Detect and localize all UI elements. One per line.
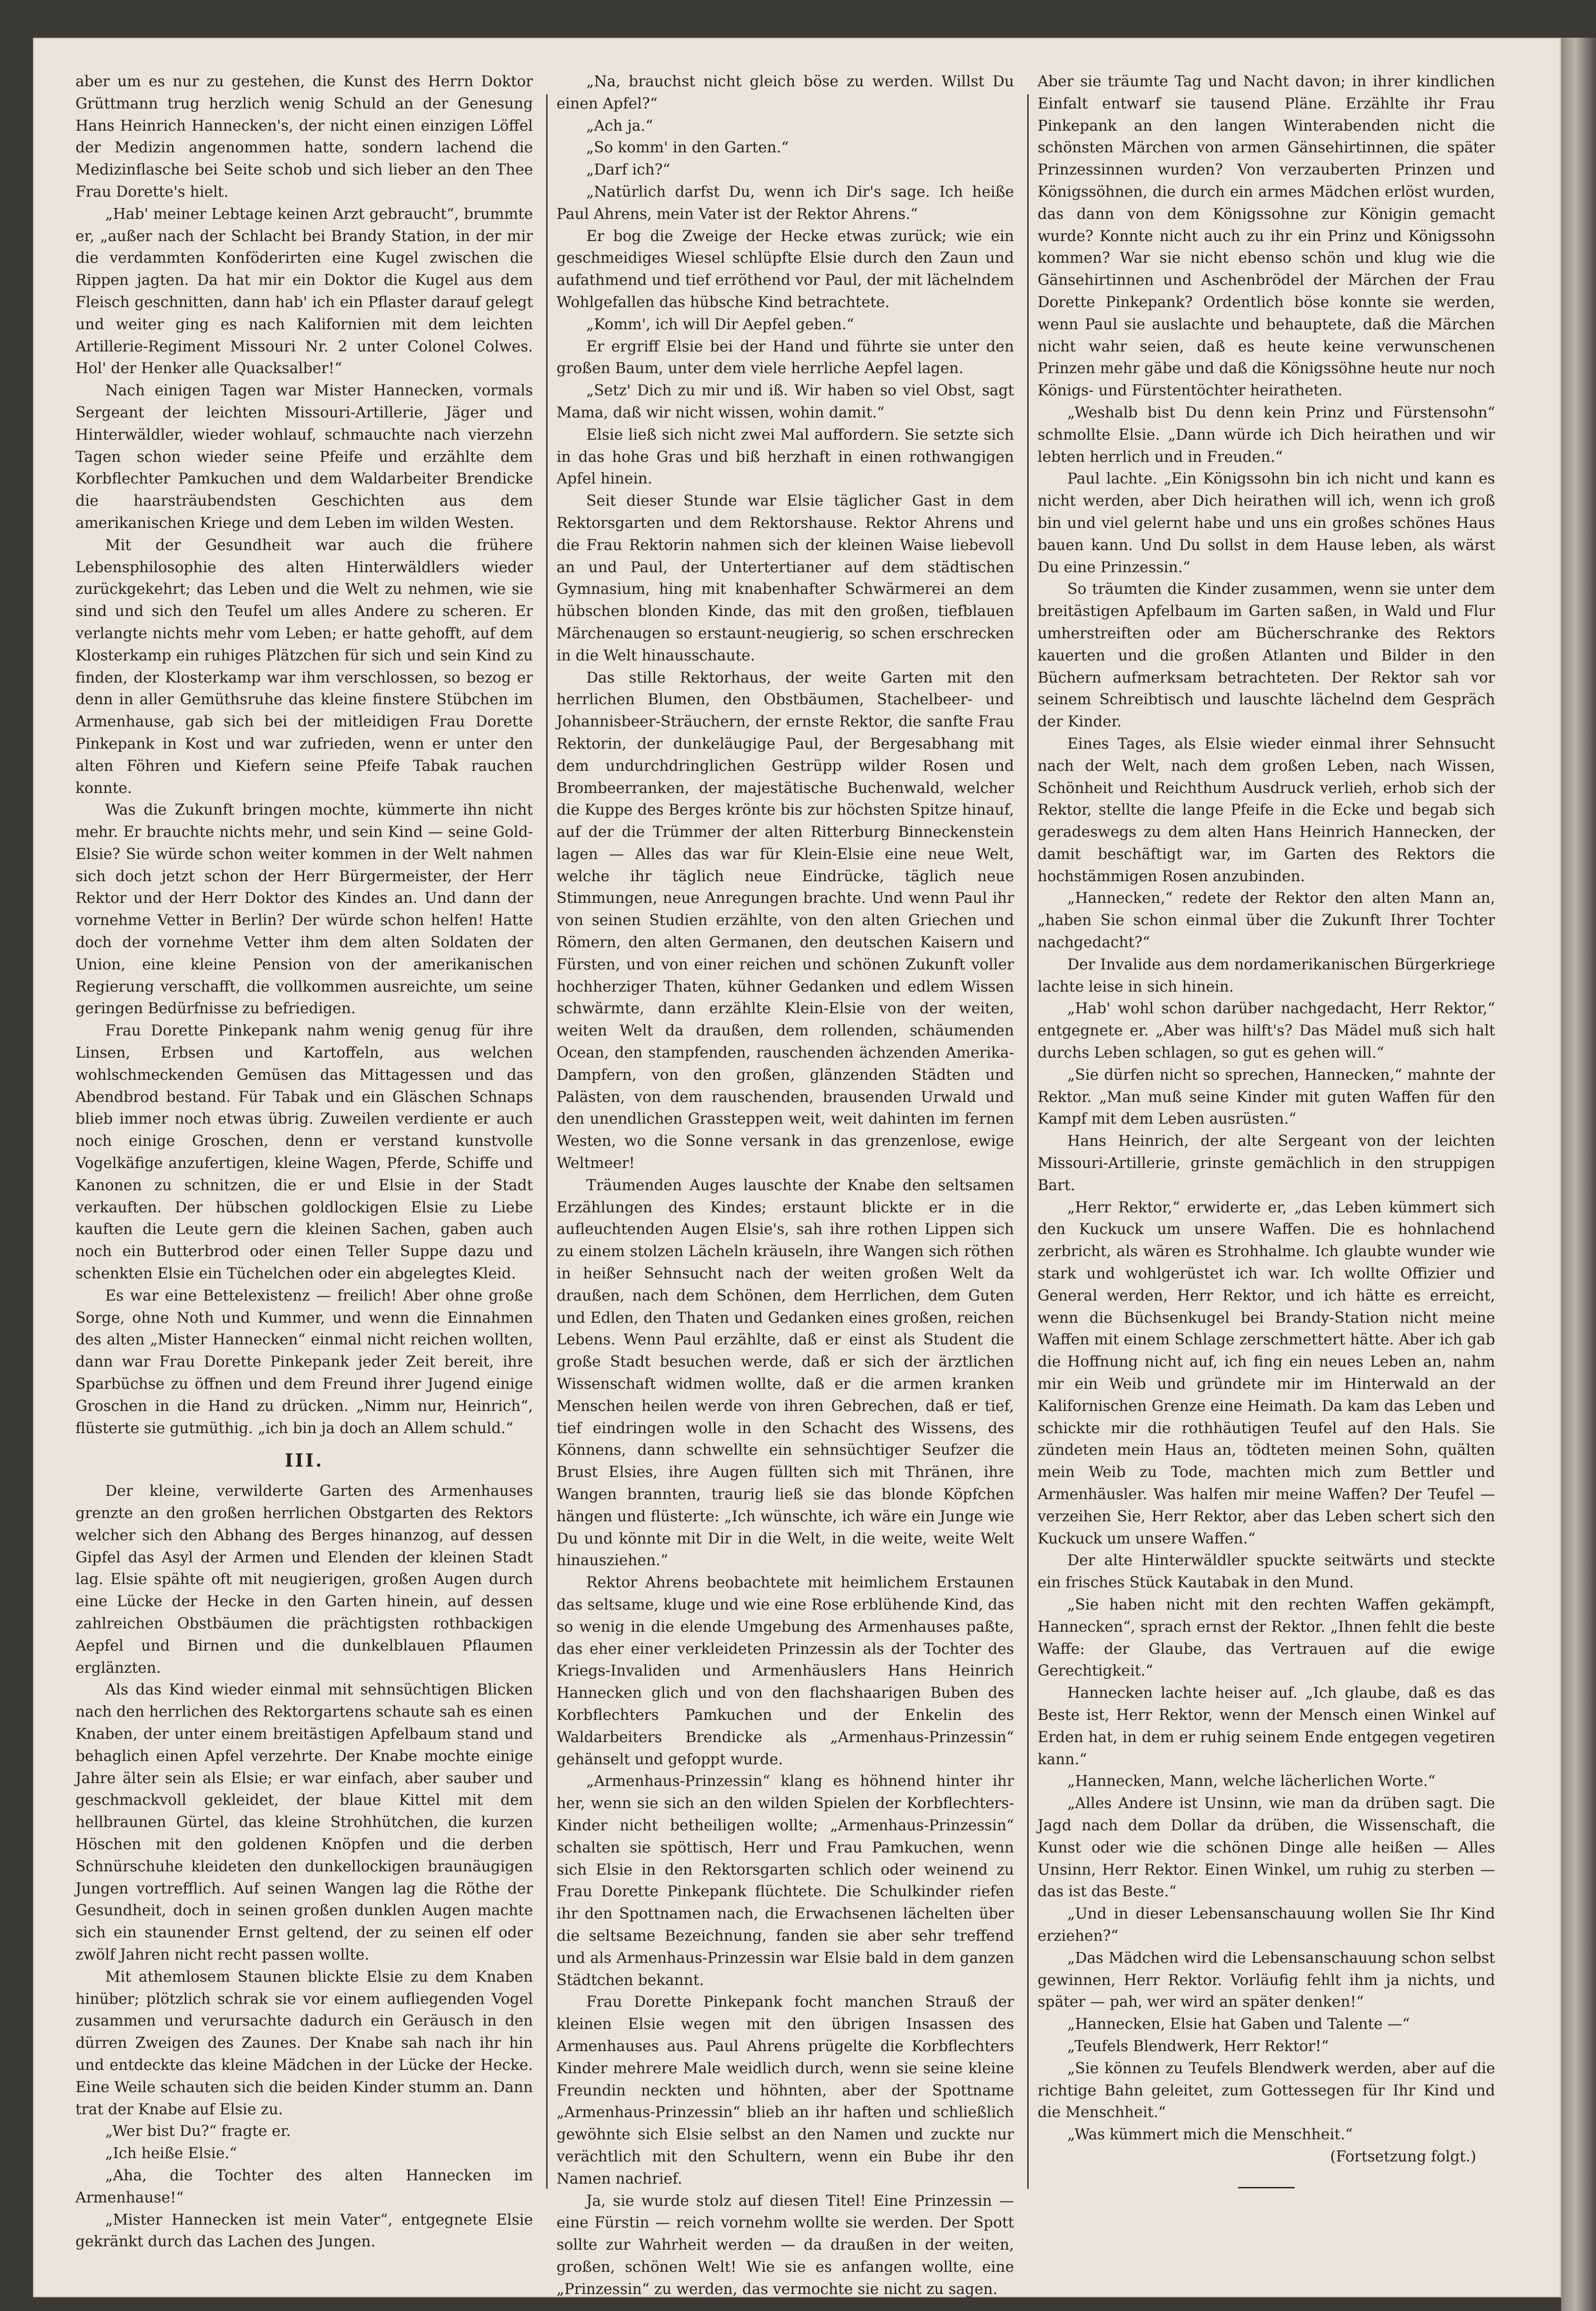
column-rule-2 — [1027, 94, 1029, 2189]
paragraph: Mit athemlosem Staunen blickte Elsie zu dem Knaben hinüber; plötzlich schrak sie vor einem aufliegenden Vogel zusammen und verursachte dadurch ein Geräusch in den dürren Zweigen des Zaunes. Der Knabe sah nach ihr hin und entdeckte das kleine Mädchen in der Lücke der Hecke. Eine Weile schauten sich die beiden Kinder stumm an. Dann trat der Knabe auf Elsie zu. — [75, 1968, 533, 2118]
paragraph: Als das Kind wieder einmal mit sehnsüchtigen Blicken nach den herrlichen des Rektorgartens schaute sah es einen Knaben, der unter einem breitästigen Apfelbaum stand und behaglich einen Apfel verzehrte. Der Knabe mochte einige Jahre älter sein als Elsie; er war einfach, aber sauber und geschmackvoll gekleidet, der blaue Kittel mit dem hellbraunen Gürtel, das kleine Strohhütchen, die kurzen Höschen mit den goldenen Knöpfen und die derben Schnürschuhe kleideten den dunkellockigen braunäugigen Jungen vortrefflich. Auf seinen Wangen lag die Röthe der Gesundheit, doch in seinen großen dunklen Augen machte sich ein staunender Ernst geltend, der zu seinen elf oder zwölf Jahren nicht recht passen wollte. — [75, 1681, 533, 1963]
paragraph: „Und in dieser Lebensanschauung wollen Sie Ihr Kind erziehen?“ — [1038, 1905, 1495, 1944]
paragraph: „Komm', ich will Dir Aepfel geben.“ — [586, 316, 854, 333]
paragraph: Hans Heinrich, der alte Sergeant von der leichten Missouri-Artillerie, grinste gemächlich in den struppigen Bart. — [1038, 1133, 1495, 1194]
paragraph: „Setz' Dich zu mir und iß. Wir haben so viel Obst, sagt Mama, daß wir nicht wissen, wohin damit.“ — [557, 382, 1014, 421]
paragraph: „Darf ich?“ — [586, 161, 671, 179]
paragraph: „So komm' in den Garten.“ — [586, 139, 789, 157]
column-3 — [1038, 71, 1495, 2222]
paragraph: „Hab' wohl schon darüber nachgedacht, Herr Rektor,“ entgegnete er. „Aber was hilft's? Das Mädel muß sich halt durchs Leben schlagen, so gut es gehen will.“ — [1038, 1000, 1495, 1062]
column-rule-1 — [546, 94, 548, 2189]
column-2 — [557, 71, 1014, 2298]
paragraph: „Aha, die Tochter des alten Hannecken im Armenhause!“ — [75, 2167, 533, 2206]
paragraph: Das stille Rektorhaus, der weite Garten mit den herrlichen Blumen, den Obstbäumen, Stachelbeer- und Johannisbeer-Sträuchern, der ernste Rektor, die sanfte Frau Rektorin, der dunkeläugige Paul, der Bergesabhang mit dem undurchdringlichen Gestrüpp wilder Rosen und Brombeerranken, der majestätische Buchenwald, welcher die Kuppe des Berges krönte bis zur höchsten Spitze hinauf, auf der die Trümmer der alten Ritterburg Binneckenstein lagen — Alles das war für Klein-Elsie eine neue Welt, welche ihr täglich neue Eindrücke, täglich neue Stimmungen, neue Anregungen brachte. Und wenn Paul ihr von seinen Studien erzählte, von den alten Griechen und Römern, den alten Germanen, den deutschen Kaisern und Fürsten, und von einer reichen und schönen Zukunft voller hochherziger Thaten, kühner Gedanken und edlem Wissen schwärmte, dann erzählte Klein-Elsie von der weiten, weiten Welt da draußen, dem rollenden, schäumenden Ocean, den stampfenden, rauschenden ächzenden Amerika-Dampfern, von den großen, glänzenden Städten und Palästen, von dem rauschenden, brausenden Urwald und den unendlichen Grassteppen weit, weit dahinten im fernen Westen, wo die Sonne versank in das grenzenlose, ewige Weltmeer! — [557, 669, 1014, 1172]
paragraph: „Wer bist Du?“ fragte er. — [105, 2123, 291, 2140]
paragraph: „Hannecken,“ redete der Rektor den alten Mann an, „haben Sie schon einmal über die Zukunft Ihrer Tochter nachgedacht?“ — [1038, 890, 1495, 951]
end-rule — [1238, 2187, 1295, 2188]
paragraph: „Armenhaus-Prinzessin“ klang es höhnend hinter ihr her, wenn sie sich an den wilden Spielen der Korbflechters-Kinder nicht betheiligen wollte; „Armenhaus-Prinzessin“ schalten sie spöttisch, Herr und Frau Pamkuchen, wenn sich Elsie in den Rektorsgarten schlich oder weinend zu Frau Dorette Pinkepank flüchtete. Die Schulkinder riefen ihr den Spottnamen nach, die Erwachsenen lächelten über die seltsame Bezeichnung, fanden sie aber sehr treffend und als Armenhaus-Prinzessin war Elsie bald in dem ganzen Städtchen bekannt. — [557, 1773, 1014, 1989]
paragraph: Seit dieser Stunde war Elsie täglicher Gast in dem Rektorsgarten und dem Rektorshause. Rektor Ahrens und die Frau Rektorin nahmen sich der kleinen Waise liebevoll an und Paul, der Untertertianer auf dem städtischen Gymnasium, hing mit knabenhafter Schwärmerei an dem hübschen blonden Kinde, das mit den großen, tiefblauen Märchenaugen so erstaunt-neugierig, so schen erschrecken in die Welt hinausschaute. — [557, 492, 1014, 664]
paragraph: Was die Zukunft bringen mochte, kümmerte ihn nicht mehr. Er brauchte nichts mehr, und sein Kind — seine Gold-Elsie? Sie würde schon weiter kommen in der Welt nahmen sich doch jetzt schon der Herr Bürgermeister, der Herr Rektor und der Herr Doktor des Kindes an. Und dann der vornehme Vetter in Berlin? Der würde schon helfen! Hatte doch der vornehme Vetter ihm dem alten Soldaten der Union, eine kleine Pension von der amerikanischen Regierung verschafft, die vollkommen ausreichte, um seine geringen Bedürfnisse zu befriedigen. — [75, 801, 533, 1018]
paragraph: „Herr Rektor,“ erwiderte er, „das Leben kümmert sich den Kuckuck um unsere Waffen. Die es hohnlachend zerbricht, als wären es Strohhalme. Ich glaubte wunder wie stark und wohlgerüstet ich war. Ich wollte Offizier und General werden, Herr Rektor, und ich hätte es erreicht, wenn die Büchsenkugel bei Brandy-Station nicht meine Waffen mit einem Schlage zerschmettert hätte. Aber ich gab die Hoffnung nicht auf, ich fing ein neues Leben an, nahm mir ein Weib und gründete mir im Hinterwald an der Kalifornischen Grenze eine Heimath. Da kam das Leben und schickte mir die rothhäutigen Teufel auf den Hals. Sie zündeten mein Haus an, tödteten meinen Sohn, quälten mein Weib zu Tode, machten mich zum Bettler und Armenhäusler. Was halfen mir meine Waffen? Der Teufel — verzeihen Sie, Herr Rektor, aber das Leben schert sich den Kuckuck um unsere Waffen.“ — [1038, 1199, 1495, 1547]
paragraph: „Ach ja.“ — [586, 117, 653, 134]
chapter-heading: III. — [284, 1450, 324, 1471]
paragraph: „Sie können zu Teufels Blendwerk werden, aber auf die richtige Bahn geleitet, zum Gottessegen für Ihr Kind und die Menschheit.“ — [1038, 2060, 1495, 2121]
paragraph: Es war eine Bettelexistenz — freilich! Aber ohne große Sorge, ohne Noth und Kummer, und wenn die Einnahmen des alten „Mister Hannecken“ einmal nicht reichen wollten, dann war Frau Dorette Pinkepank jeder Zeit bereit, ihre Sparbüchse zu öffnen und dem Freund ihrer Jugend einige Groschen in die Hand zu drücken. „Nimm nur, Heinrich“, flüsterte sie gutmüthig. „ich bin ja doch an Allem schuld.“ — [75, 1287, 533, 1437]
continuation-note: (Fortsetzung folgt.) — [1330, 2148, 1476, 2165]
paragraph: „Ich heiße Elsie.“ — [105, 2145, 237, 2162]
paragraph: „Teufels Blendwerk, Herr Rektor!“ — [1067, 2037, 1329, 2055]
paragraph: Er ergriff Elsie bei der Hand und führte sie unter den großen Baum, unter dem viele herrliche Aepfel lagen. — [557, 338, 1014, 377]
paragraph: Rektor Ahrens beobachtete mit heimlichem Erstaunen das seltsame, kluge und wie eine Rose erblühende Kind, das so wenig in die elende Umgebung des Armenhauses paßte, das eher einer verkleideten Prinzessin als der Tochter des Kriegs-Invaliden und Armenhäuslers Hans Heinrich Hannecken glich und von den flachshaarigen Buben des Korbflechters Pamkuchen und der Enkelin des Waldarbeiters Brendicke als „Armenhaus-Prinzessin“ gehänselt und gefoppt wurde. — [557, 1574, 1014, 1768]
paragraph: „Was kümmert mich die Menschheit.“ — [1067, 2126, 1353, 2144]
paragraph: Er bog die Zweige der Hecke etwas zurück; wie ein geschmeidiges Wiesel schlüpfte Elsie durch den Zaun und aufathmend und tief erröthend vor Paul, der mit lächelndem Wohlgefallen das hübsche Kind betrachtete. — [557, 227, 1014, 311]
column-1 — [75, 71, 533, 2251]
paragraph: Hannecken lachte heiser auf. „Ich glaube, daß es das Beste ist, Herr Rektor, wenn der Mensch einen Winkel auf Erden hat, in dem er ruhig seinem Ende entgegen vegetiren kann.“ — [1038, 1685, 1495, 1768]
page-edge — [1561, 38, 1596, 2311]
paragraph: „Weshalb bist Du denn kein Prinz und Fürstensohn“ schmollte Elsie. „Dann würde ich Dich heirathen und wir lebten herrlich und in Freuden.“ — [1038, 404, 1495, 466]
paragraph: Der alte Hinterwäldler spuckte seitwärts und steckte ein frisches Stück Kautabak in den Mund. — [1038, 1552, 1495, 1592]
paragraph: Frau Dorette Pinkepank nahm wenig genug für ihre Linsen, Erbsen und Kartoffeln, aus welchen wohlschmeckenden Gemüsen das Mittagessen und das Abendbrod bestand. Für Tabak und ein Gläschen Schnaps blieb immer noch etwas übrig. Zuweilen verdiente er auch noch einige Groschen, denn er verstand kunstvolle Vogelkäfige anzufertigen, kleine Wagen, Pferde, Schiffe und Kanonen zu schnitzen, die er und Elsie in der Stadt verkauften. Der hübschen goldlockigen Elsie zu Liebe kauften die Leute gern die kleinen Sachen, gaben auch noch ein Butterbrod oder einen Teller Suppe dazu und schenkten Elsie ein Tüchelchen oder ein abgelegtes Kleid. — [75, 1022, 533, 1283]
paragraph: Ja, sie wurde stolz auf diesen Titel! Eine Prinzessin — eine Fürstin — reich vornehm wollte sie werden. Der Spott sollte zur Wahrheit werden — da draußen in der weiten, großen, schönen Welt! Wie sie es anfangen wollte, eine „Prinzessin“ zu werden, das vermochte sie nicht zu sagen. — [557, 2192, 1014, 2298]
paragraph: „Das Mädchen wird die Lebensanschauung schon selbst gewinnen, Herr Rektor. Vorläufig fehlt ihm ja nichts, und später — pah, wer wird an später denken!“ — [1038, 1949, 1495, 2011]
paragraph: Elsie ließ sich nicht zwei Mal auffordern. Sie setzte sich in das hohe Gras und biß herzhaft in einen rothwangigen Apfel hinein. — [557, 426, 1014, 488]
paragraph: aber um es nur zu gestehen, die Kunst des Herrn Doktor Grüttmann trug herzlich wenig Schuld an der Genesung Hans Heinrich Hannecken's, der nicht einen einzigen Löffel der Medizin angenommen hatte, sondern lachend die Medizinflasche bei Seite schob und sich lieber an den Thee Frau Dorette's hielt. — [75, 73, 533, 200]
paragraph: „Alles Andere ist Unsinn, wie man da drüben sagt. Die Jagd nach dem Dollar da drüben, die Wissenschaft, die Kunst oder wie die schönen Dinge alle heißen — Alles Unsinn, Herr Rektor. Einen Winkel, um ruhig zu sterben — das ist das Beste.“ — [1038, 1795, 1495, 1901]
paragraph: „Sie dürfen nicht so sprechen, Hannecken,“ mahnte der Rektor. „Man muß seine Kinder mit guten Waffen für den Kampf mit dem Leben ausrüsten.“ — [1038, 1066, 1495, 1128]
paragraph: Der Invalide aus dem nordamerikanischen Bürgerkriege lachte leise in sich hinein. — [1038, 956, 1495, 995]
paragraph: „Mister Hannecken ist mein Vater“, entgegnete Elsie gekränkt durch das Lachen des Jungen. — [75, 2211, 533, 2251]
paragraph: „Hannecken, Mann, welche lächerlichen Worte.“ — [1067, 1773, 1436, 1790]
paragraph: Eines Tages, als Elsie wieder einmal ihrer Sehnsucht nach der Welt, nach dem großen Leben, nach Wissen, Schönheit und Reichthum Ausdruck verlieh, erhob sich der Rektor, stellte die lange Pfeife in die Ecke und begab sich geradeswegs zu dem alten Hans Heinrich Hannecken, der damit beschäftigt war, im Garten des Rektors die hochstämmigen Rosen anzubinden. — [1038, 735, 1495, 885]
paragraph: Mit der Gesundheit war auch die frühere Lebensphilosophie des alten Hinterwäldlers wieder zurückgekehrt; das Leben und die Welt zu nehmen, wie sie sind und sich den Teufel um alles Andere zu scheren. Er verlangte nichts mehr vom Leben; er hatte gehofft, auf dem Klosterkamp ein ruhiges Plätzchen für sich und sein Kind zu finden, der Klosterkamp war ihm verschlossen, so bezog er denn in aller Gemüthsruhe das kleine finstere Stübchen im Armenhause, gab sich bei der mitleidigen Frau Dorette Pinkepank in Kost und war zufrieden, wenn er unter den alten Föhren und Kiefern seine Pfeife Tabak rauchen konnte. — [75, 536, 533, 797]
paragraph: So träumten die Kinder zusammen, wenn sie unter dem breitästigen Apfelbaum im Garten saßen, in Wald und Flur umherstreiften oder am Bücherschranke des Rektors kauerten und die großen Atlanten und Bilder in den Büchern aufmerksam betrachteten. Der Rektor sah vor seinem Schreibtisch und lauschte lächelnd dem Gespräch der Kinder. — [1038, 581, 1495, 731]
paragraph: „Hannecken, Elsie hat Gaben und Talente —“ — [1067, 2016, 1410, 2033]
paragraph: Träumenden Auges lauschte der Knabe den seltsamen Erzählungen des Kindes; erstaunt blickte er in die aufleuchtenden Augen Elsie's, sah ihre rothen Lippen sich zu einem stolzen Lächeln kräuseln, ihre Wangen sich röthen in heißer Sehnsucht nach der weiten großen Welt da draußen, nach dem Schönen, dem Herrlichen, dem Guten und Edlen, den Thaten und Gedanken eines großen, reichen Lebens. Wenn Paul erzählte, daß er einst als Student die große Stadt besuchen werde, daß er sich der ärztlichen Wissenschaft widmen wollte, daß er die armen kranken Menschen heilen werde von ihren Gebrechen, daß er tief, tief eindringen wolle in den Schacht des Wissens, des Könnens, dann schwellte ein sehnsüchtiger Seufzer die Brust Elsies, ihre Augen füllten sich mit Thränen, ihre Wangen brannten, traurig ließ sie das blonde Köpfchen hängen und flüsterte: „Ich wünschte, ich wäre ein Junge wie Du und könnte mit Dir in die Welt, in die weite, weite Welt hinausziehen.“ — [557, 1176, 1014, 1569]
paragraph: Nach einigen Tagen war Mister Hannecken, vormals Sergeant der leichten Missouri-Artillerie, Jäger und Hinterwäldler, wieder wohlauf, schmauchte nach vierzehn Tagen schon wieder seine Pfeife und erzählte dem Korbflechter Pamkuchen und dem Waldarbeiter Brendicke die haarsträubendsten Geschichten aus dem amerikanischen Kriege und dem Leben im wilden Westen. — [75, 382, 533, 532]
paragraph: Aber sie träumte Tag und Nacht davon; in ihrer kindlichen Einfalt entwarf sie tausend Pläne. Erzählte ihr Frau Pinkepank an den langen Winterabenden nicht die schönsten Märchen von armen Gänsehirtinnen, die später Prinzessinnen wurden? Von verzauberten Prinzen und Königssöhnen, die durch ein armes Mädchen erlöst wurden, das dann von dem Königssohne zur Königin gemacht wurde? Konnte nicht auch zu ihr ein Prinz und Königssohn kommen? War sie nicht ebenso schön und klug wie die Gänsehirtinnen und Aschenbrödel der Märchen der Frau Dorette Pinkepank? Ordentlich böse konnte sie werden, wenn Paul sie auslachte und behauptete, daß die Märchen nicht wahr seien, daß es heute keine verwunschenen Prinzen mehr gäbe und daß die Königssöhne heute nur noch Königs- und Fürstentöchter heiratheten. — [1038, 73, 1495, 400]
paragraph: „Natürlich darfst Du, wenn ich Dir's sage. Ich heiße Paul Ahrens, mein Vater ist der Rektor Ahrens.“ — [557, 183, 1014, 223]
paragraph: „Hab' meiner Lebtage keinen Arzt gebraucht“, brummte er, „außer nach der Schlacht bei Brandy Station, in der mir die verdammten Konföderirten eine Kugel zwischen die Rippen jagten. Da hat mir ein Doktor die Kugel aus dem Fleisch geschnitten, dann hab' ich ein Pflaster darauf gelegt und weiter ging es nach Kalifornien mit dem leichten Artillerie-Regiment Missouri Nr. 2 unter Colonel Colwes. Hol' der Henker alle Quacksalber!“ — [75, 205, 533, 377]
paragraph: Paul lachte. „Ein Königssohn bin ich nicht und kann es nicht werden, aber Dich heirathen will ich, wenn ich groß bin und viel gelernt habe und uns ein großes schönes Haus bauen kann. Und Du sollst in dem Hause leben, als wärst Du eine Prinzessin.“ — [1038, 470, 1495, 576]
paragraph: „Na, brauchst nicht gleich böse zu werden. Willst Du einen Apfel?“ — [557, 73, 1014, 112]
paragraph: „Sie haben nicht mit den rechten Waffen gekämpft, Hannecken“, sprach ernst der Rektor. „Ihnen fehlt die beste Waffe: der Glaube, das Vertrauen auf die ewige Gerechtigkeit.“ — [1038, 1596, 1495, 1680]
paragraph: Frau Dorette Pinkepank focht manchen Strauß der kleinen Elsie wegen mit den übrigen Insassen des Armenhauses aus. Paul Ahrens prügelte die Korbflechters Kinder mehrere Male weidlich durch, wenn sie seine kleine Freundin neckten und höhnten, aber der Spottname „Armenhaus-Prinzessin“ blieb an ihr haften und schließlich gewöhnte sich Elsie selbst an den Namen und zuckte nur verächtlich mit den Schultern, wenn ein Bube ihr den Namen nachrief. — [557, 1994, 1014, 2187]
paragraph: Der kleine, verwilderte Garten des Armenhauses grenzte an den großen herrlichen Obstgarten des Rektors welcher sich den Abhang des Berges hinanzog, auf dessen Gipfel das Asyl der Armen und Elenden der kleinen Stadt lag. Elsie spähte oft mit neugierigen, großen Augen durch eine Lücke der Hecke in den Garten hinein, auf dessen zahlreichen Obstbäumen die prächtigsten rothbackigen Aepfel und Birnen und die dunkelblauen Pflaumen erglänzten. — [75, 1483, 533, 1677]
